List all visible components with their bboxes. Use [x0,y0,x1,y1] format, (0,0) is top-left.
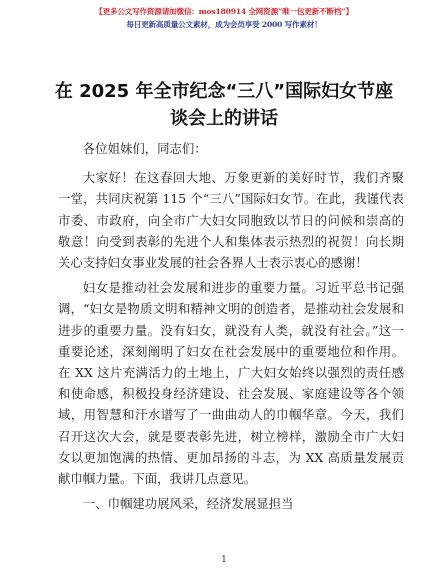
document-body [58,138,404,518]
promo-banner-line-2: 每日更新高质量公文素材，成为会员享受 2000 写作素材！ [126,20,322,29]
promo-banner-line-1: 【更多公文写作资源请加微信：mos180914 全网资源“唯一包更新不断档”】 [95,7,353,16]
section-heading-1: 一、巾帼建功展风采，经济发展显担当 [82,496,294,512]
paragraph-opening: 大家好！在这春回大地、万象更新的美好时节，我们齐聚一堂，共同庆祝第 115 个“三八”国际妇女节。在此，我谨代表市委、市政府，向全市广大妇女同胞致以节日的问候和崇高的敬意！向受到表彰的先进个人和集体表示热烈的祝贺！向长期关心支持妇女事业发展的社会各界人士表示衷心的感谢！ [58,170,404,271]
salutation: 各位姐妹们，同志们： [82,141,207,156]
paragraph-significance: 妇女是推动社会发展和进步的重要力量。习近平总书记强调，“妇女是物质文明和精神文明的创造者，是推动社会发展和进步的重要力量。没有妇女，就没有人类，就没有社会。”这一重要论述，深刻阐明了妇女在社会发展中的重要地位和作用。在 XX 这片充满活力的土地上，广大妇女始终以强烈的责任感和使命感，积极投身经济建设、社会发展、家庭建设等各个领域，用智慧和汗水谱写了一曲曲动人的巾帼华章。今天，我们召开这次大会，就是要表彰先进，树立榜样，激励全市广大妇女以更加饱满的热情、更加昂扬的斗志，为 XX 高质量发展贡献巾帼力量。下面，我讲几点意见。 [58,280,404,487]
page-number: 1 [221,555,227,565]
document-title: 在 2025 年全市纪念“三八”国际妇女节座谈会上的讲话 [54,81,394,129]
